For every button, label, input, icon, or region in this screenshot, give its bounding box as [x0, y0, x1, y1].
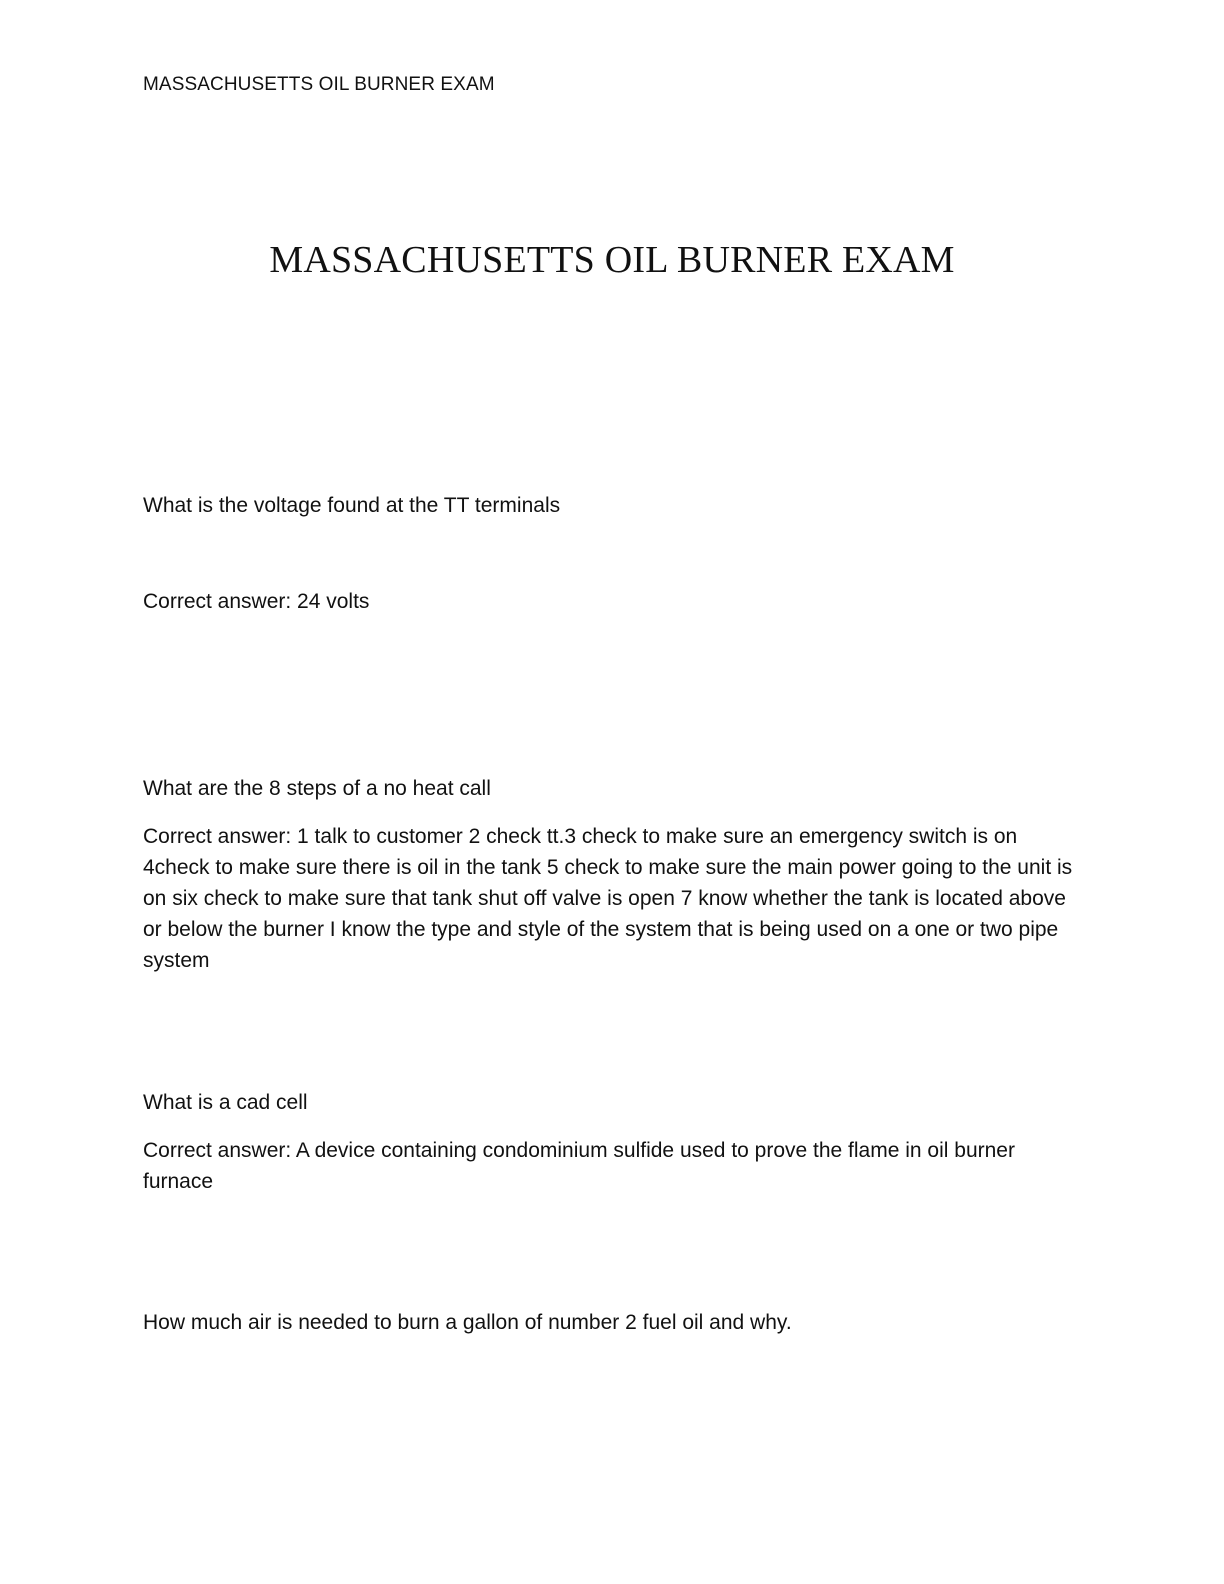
- question-2: What are the 8 steps of a no heat call: [143, 777, 491, 800]
- answer-3: Correct answer: A device containing condominium sulfide used to prove the flame in oil burner furnace: [143, 1139, 1015, 1193]
- answer-2: Correct answer: 1 talk to customer 2 check tt.3 check to make sure an emergency switch is on 4check to make sure there is oil in the tank 5 check to make sure the main power going to the unit is on six check to make sure that tank shut off valve is open 7 know whether the tank is located above or below the burner I know the type and style of the system that is being used on a one or two pipe system: [143, 825, 1073, 972]
- answer-1: Correct answer: 24 volts: [143, 590, 370, 613]
- question-1: What is the voltage found at the TT terminals: [143, 494, 561, 517]
- question-4: How much air is needed to burn a gallon of number 2 fuel oil and why.: [143, 1311, 792, 1334]
- question-3: What is a cad cell: [143, 1091, 308, 1114]
- document-title: MASSACHUSETTS OIL BURNER EXAM: [269, 239, 955, 281]
- running-header: MASSACHUSETTS OIL BURNER EXAM: [143, 74, 495, 95]
